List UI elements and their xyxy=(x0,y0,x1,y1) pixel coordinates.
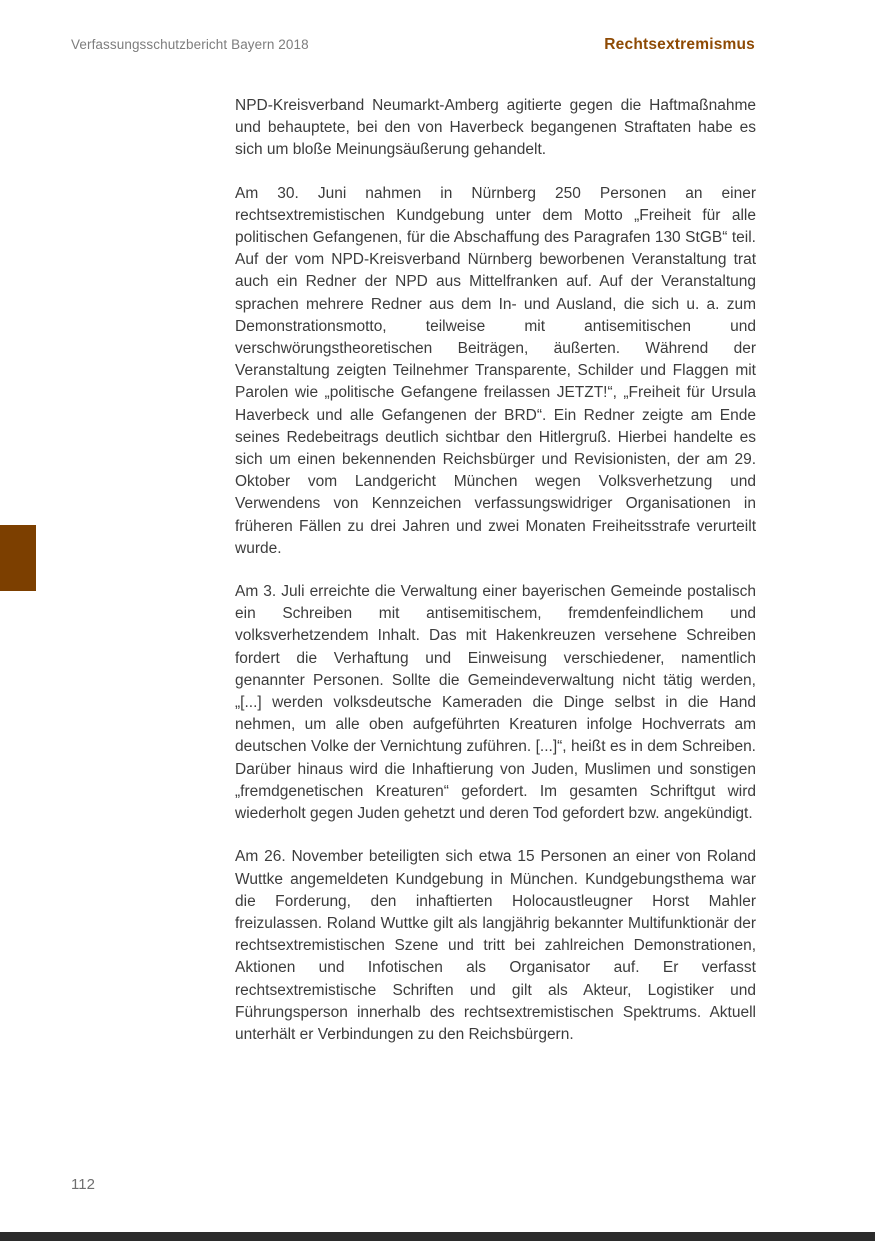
chapter-title: Rechtsextremismus xyxy=(604,36,755,53)
report-title: Verfassungsschutzbericht Bayern 2018 xyxy=(71,37,309,52)
body-paragraph: Am 26. November beteiligten sich etwa 15 Personen an einer von Roland Wuttke angemeldeten Kundgebung in München. Kundgebungsthema war die Forderung, den inhaftierten Holocaustleugner Horst Mahler freizulassen. Roland Wuttke gilt als langjährig bekannter Multifunktionär der rechtsextremistischen Szene und tritt bei zahlreichen Demonstrationen, Aktionen und Infotischen als Organisator auf. Er verfasst rechtsextremistische Schriften und gilt als Akteur, Logistiker und Führungsperson innerhalb des rechtsextremistischen Spektrums. Aktuell unterhält er Verbindungen zu den Reichsbürgern. xyxy=(235,848,756,1043)
chapter-margin-tab xyxy=(0,525,36,591)
body-paragraph: Am 3. Juli erreichte die Verwaltung einer bayerischen Gemeinde postalisch ein Schreiben mit antisemitischem, fremdenfeindlichem und volksverhetzendem Inhalt. Das mit Hakenkreuzen versehene Schreiben fordert die Verhaftung und Einweisung verschiedener, namentlich genannter Personen. Sollte die Gemeindeverwaltung nicht tätig werden, „[...] werden volksdeutsche Kameraden die Dinge selbst in die Hand nehmen, um alle oben aufgeführten Kreaturen infolge Hochverrats am deutschen Volke der Vernichtung zuführen. [...]“, heißt es in dem Schreiben. Darüber hinaus wird die Inhaftierung von Juden, Muslimen und sonstigen „fremdgenetischen Kreaturen“ gefordert. Im gesamten Schriftgut wird wiederholt gegen Juden gehetzt und deren Tod gefordert bzw. angekündigt. xyxy=(235,583,756,823)
page-header xyxy=(71,36,755,54)
body-text xyxy=(235,95,756,1067)
body-paragraph: Am 30. Juni nahmen in Nürnberg 250 Personen an einer rechtsextremistischen Kundgebung unter dem Motto „Freiheit für alle politischen Gefangenen, für die Abschaffung des Paragrafen 130 StGB“ teil. Auf der vom NPD-Kreisverband Nürnberg beworbenen Veranstaltung trat auch ein Redner der NPD aus Mittelfranken auf. Auf der Veranstaltung sprachen mehrere Redner aus dem In- und Ausland, die sich u. a. zum Demonstrationsmotto, teilweise mit antisemitischen und verschwörungstheoretischen Beiträgen, äußerten. Während der Veranstaltung zeigten Teilnehmer Transparente, Schilder und Flaggen mit Parolen wie „politische Gefangene freilassen JETZT!“, „Freiheit für Ursula Haverbeck und alle Gefangenen der BRD“. Ein Redner zeigte am Ende seines Redebeitrags deutlich sichtbar den Hitlergruß. Hierbei handelte es sich um einen bekennenden Reichsbürger und Revisionisten, der am 29. Oktober vom Landgericht München wegen Volksverhetzung und Verwendens von Kennzeichen verfassungswidriger Organisationen in früheren Fällen zu drei Jahren und zwei Monaten Freiheitsstrafe verurteilt wurde. xyxy=(235,184,756,557)
page-number: 112 xyxy=(71,1176,95,1193)
body-paragraph: NPD-Kreisverband Neumarkt-Amberg agitierte gegen die Haftmaßnahme und behauptete, bei den von Haverbeck begangenen Straftaten habe es sich um bloße Meinungsäußerung gehandelt. xyxy=(235,97,756,159)
footer-edge-bar xyxy=(0,1232,875,1241)
